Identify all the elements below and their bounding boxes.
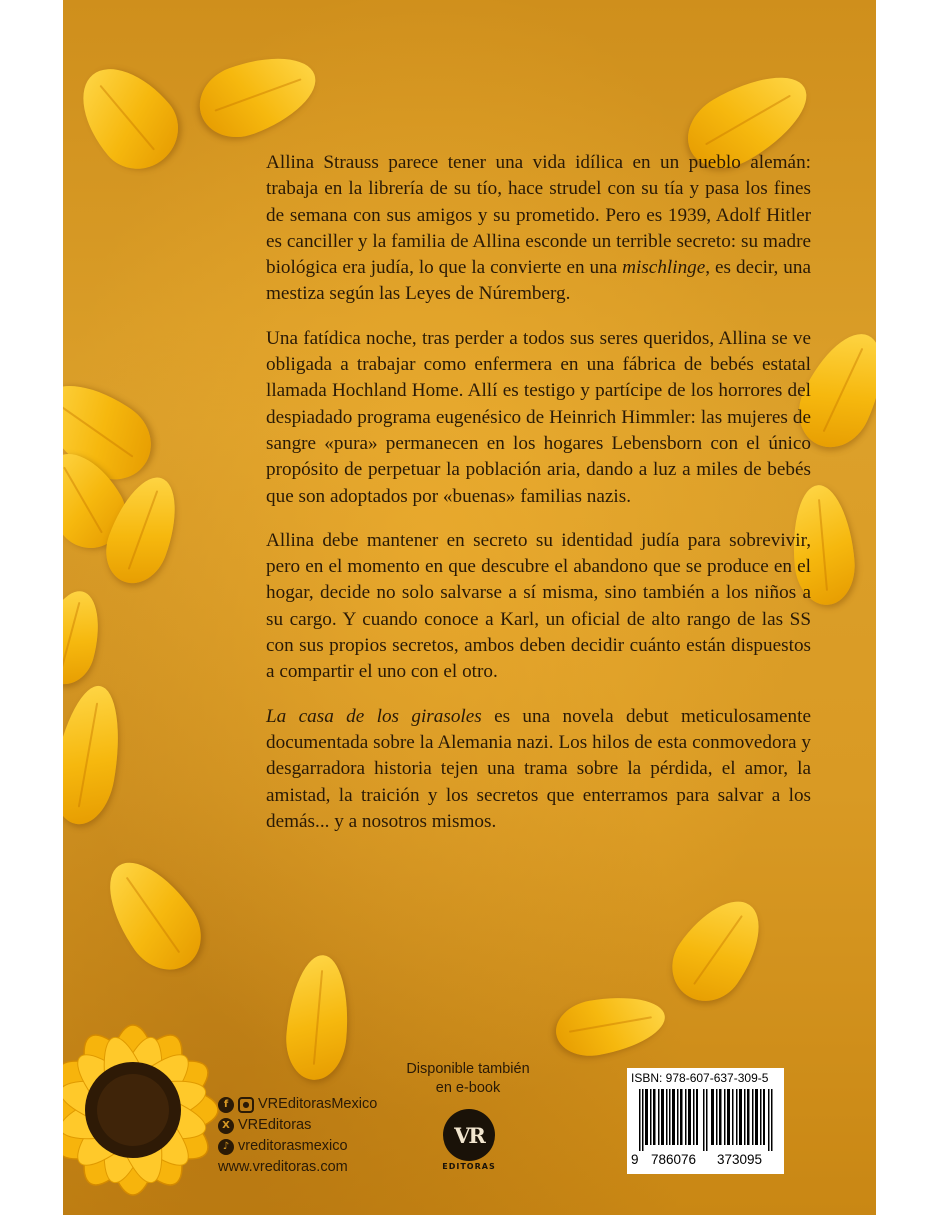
petal-decoration — [63, 681, 130, 829]
isbn-digits-left: 786076 — [651, 1152, 697, 1167]
back-cover — [63, 0, 876, 1215]
contact-x — [218, 1115, 377, 1136]
synopsis-paragraph-2: Una fatídica noche, tras perder a todos sus seres queridos, Allina se ve obligada a trabajar como enfermera en una fábrica de bebés estatal llamada Hochland Home. Allí es testigo y partícipe de los horrores del despiadado programa eugenésico de Heinrich Himmler: las mujeres de sangre «pura» permanecen en los hogares Lebensborn con el único propósito de perpetuar la población aria, dando a luz a miles de bebés que son adoptados por «buenas» familias nazis. — [266, 327, 811, 507]
barcode-bars — [633, 1089, 779, 1151]
contact-facebook-instagram — [218, 1094, 377, 1115]
petal-decoration — [658, 885, 778, 1015]
synopsis-paragraph-4: La casa de los girasoles es una novela debut meticulosamente documentada sobre la Alemania nazi. Los hilos de esta conmovedora y desgarradora historia tejen una trama sobre la pérdida, el amor, la amistad, la traición y los secretos que enterramos para salvar a los demás... y a nosotros mismos. — [266, 705, 811, 832]
petal-decoration — [552, 988, 670, 1061]
facebook-instagram-handle[interactable]: VREditorasMexico — [258, 1096, 378, 1112]
synopsis-paragraph-1: Allina Strauss parece tener una vida idílica en un pueblo alemán: trabaja en la librería de su tío, hace strudel con su tía y pasa los fines de semana con sus amigos y su prometido. Pero es 1939, Adolf Hitler es canciller y la familia de Allina esconde un terrible secreto: su madre biológica era judía, lo que la convierte en una mischlinge, es decir, una mestiza según las Leyes de Núremberg. — [266, 152, 811, 305]
petal-decoration — [190, 42, 327, 149]
ebook-availability — [393, 1060, 543, 1098]
ebook-line-1: Disponible también — [406, 1061, 530, 1077]
social-contacts — [218, 1094, 377, 1178]
isbn-label: ISBN: 978-607-637-309-5 — [631, 1071, 769, 1085]
website-link[interactable]: www.vreditoras.com — [218, 1159, 348, 1175]
ebook-line-2: en e-book — [435, 1080, 501, 1096]
book-synopsis — [266, 150, 811, 853]
x-handle[interactable]: VREditoras — [238, 1117, 312, 1133]
instagram-icon: ● — [238, 1097, 254, 1113]
isbn-digit-prefix: 9 — [631, 1152, 639, 1167]
synopsis-paragraph-3: Allina debe mantener en secreto su identidad judía para sobrevivir, pero en el momento en que descubre el abandono que se produce en el hogar, decide no solo salvarse a sí misma, sino también a los niños a su cargo. Y cuando conoce a Karl, un oficial de alto rango de las SS con sus propios secretos, ambos deben decidir cuánto están dispuestos a compartir el uno con el otro. — [266, 529, 811, 683]
x-icon: X — [218, 1118, 234, 1134]
contact-tiktok — [218, 1136, 377, 1157]
tiktok-handle[interactable]: vreditorasmexico — [238, 1138, 348, 1154]
isbn-barcode — [627, 1068, 784, 1174]
facebook-icon: f — [218, 1097, 234, 1113]
isbn-digits-right: 373095 — [717, 1152, 763, 1167]
petal-decoration — [63, 585, 109, 691]
petal-decoration — [283, 953, 354, 1083]
petal-decoration — [63, 49, 194, 185]
publisher-logo: VR — [443, 1109, 495, 1161]
publisher-name: EDITORAS — [442, 1162, 496, 1171]
contact-website — [218, 1157, 377, 1178]
tiktok-icon: ♪ — [218, 1139, 234, 1155]
